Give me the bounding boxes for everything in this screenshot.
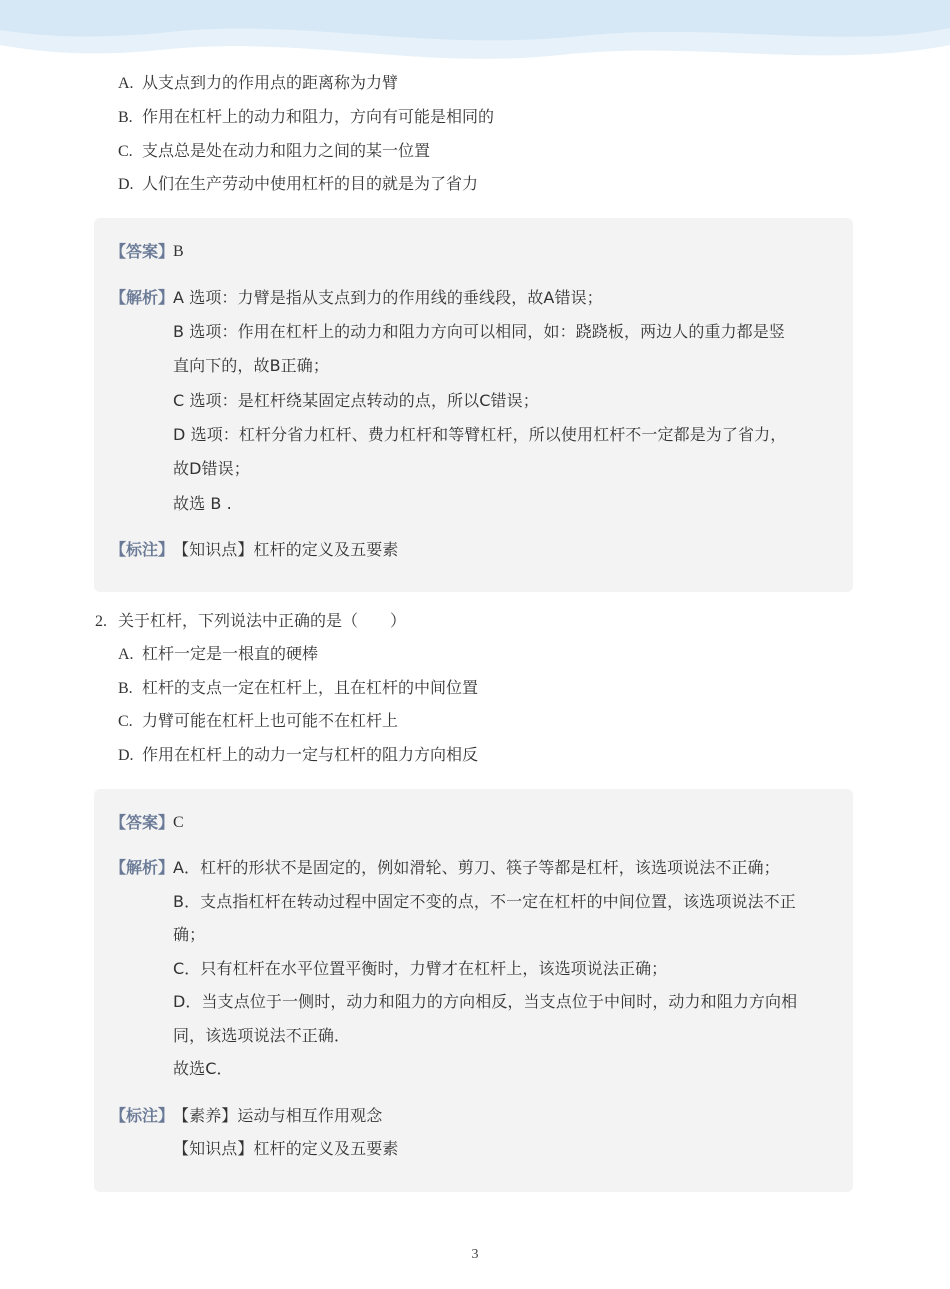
option-letter: A. <box>118 646 134 663</box>
option-text: 从支点到力的作用点的距离称为力臂 <box>142 73 399 92</box>
q2-analysis-line: A．杠杆的形状不是固定的，例如滑轮、剪刀、筷子等都是杠杆，该选项说法不正确； <box>173 858 780 877</box>
q1-analysis-line: C 选项：是杠杆绕某固定点转动的点，所以C错误； <box>173 391 539 410</box>
q1-analysis-line: D 选项：杠杆分省力杠杆、费力杠杆和等臂杠杆，所以使用杠杆不一定都是为了省力， <box>173 425 787 444</box>
q1-analysis-line: 故D错误； <box>173 459 250 478</box>
q1-note-tag: 【标注】 <box>110 540 175 559</box>
option-letter: D. <box>118 747 134 764</box>
q2-note-tag: 【标注】 <box>110 1106 175 1125</box>
q1-analysis-line: B 选项：作用在杠杆上的动力和阻力方向可以相同，如：跷跷板，两边人的重力都是竖 <box>173 322 785 341</box>
q1-answer-value: B <box>173 243 184 260</box>
q2-option-c <box>118 710 398 733</box>
q2-analysis-line: 确； <box>173 925 206 944</box>
q2-analysis-line: D．当支点位于一侧时，动力和阻力的方向相反，当支点位于中间时，动力和阻力方向相 <box>173 992 798 1011</box>
option-text: 作用在杠杆上的动力一定与杠杆的阻力方向相反 <box>142 745 479 764</box>
q2-answer-tag: 【答案】 <box>110 813 175 832</box>
option-text: 杠杆一定是一根直的硬棒 <box>142 644 319 663</box>
q1-option-c <box>118 140 430 163</box>
q2-analysis-line: B．支点指杠杆在转动过程中固定不变的点，不一定在杠杆的中间位置，该选项说法不正 <box>173 892 796 911</box>
q2-analysis-tag: 【解析】 <box>110 858 175 877</box>
option-letter: B. <box>118 680 133 697</box>
q2-note-line: 【知识点】杠杆的定义及五要素 <box>173 1139 399 1158</box>
q2-analysis-line: 故选C． <box>173 1059 233 1078</box>
option-letter: A. <box>118 75 134 92</box>
option-letter: B. <box>118 109 133 126</box>
q2-note-line: 【素养】运动与相互作用观念 <box>173 1106 383 1125</box>
option-letter: D. <box>118 176 134 193</box>
q1-analysis-line: A 选项：力臂是指从支点到力的作用线的垂线段，故A错误； <box>173 288 603 307</box>
option-letter: C. <box>118 713 133 730</box>
q2-analysis-line: 同，该选项说法不正确． <box>173 1026 351 1045</box>
option-text: 人们在生产劳动中使用杠杆的目的就是为了省力 <box>142 174 479 193</box>
option-text: 杠杆的支点一定在杠杆上，且在杠杆的中间位置 <box>142 678 479 697</box>
q1-analysis-line: 故选 B . <box>173 494 232 513</box>
header-wave-decoration <box>0 0 950 70</box>
q1-analysis-line: 直向下的，故B正确； <box>173 356 329 375</box>
option-text: 作用在杠杆上的动力和阻力，方向有可能是相同的 <box>142 107 495 126</box>
q1-analysis-tag: 【解析】 <box>110 288 175 307</box>
q2-option-a <box>118 643 318 666</box>
q2-answer-value: C <box>173 814 184 831</box>
q1-option-b <box>118 106 494 129</box>
q2-stem <box>95 610 406 633</box>
option-letter: C. <box>118 143 133 160</box>
option-text: 支点总是处在动力和阻力之间的某一位置 <box>142 141 431 160</box>
q2-option-b <box>118 677 478 700</box>
q2-analysis-line: C．只有杠杆在水平位置平衡时，力臂才在杠杆上，该选项说法正确； <box>173 959 668 978</box>
q1-option-a <box>118 72 398 95</box>
question-text: 关于杠杆，下列说法中正确的是（ ） <box>118 611 407 630</box>
q1-answer-tag: 【答案】 <box>110 242 175 261</box>
page-number: 3 <box>471 1247 479 1262</box>
q1-option-d <box>118 173 478 196</box>
option-text: 力臂可能在杠杆上也可能不在杠杆上 <box>142 711 399 730</box>
q1-note-line: 【知识点】杠杆的定义及五要素 <box>173 540 399 559</box>
question-number: 2. <box>95 613 107 630</box>
q2-option-d <box>118 744 478 767</box>
